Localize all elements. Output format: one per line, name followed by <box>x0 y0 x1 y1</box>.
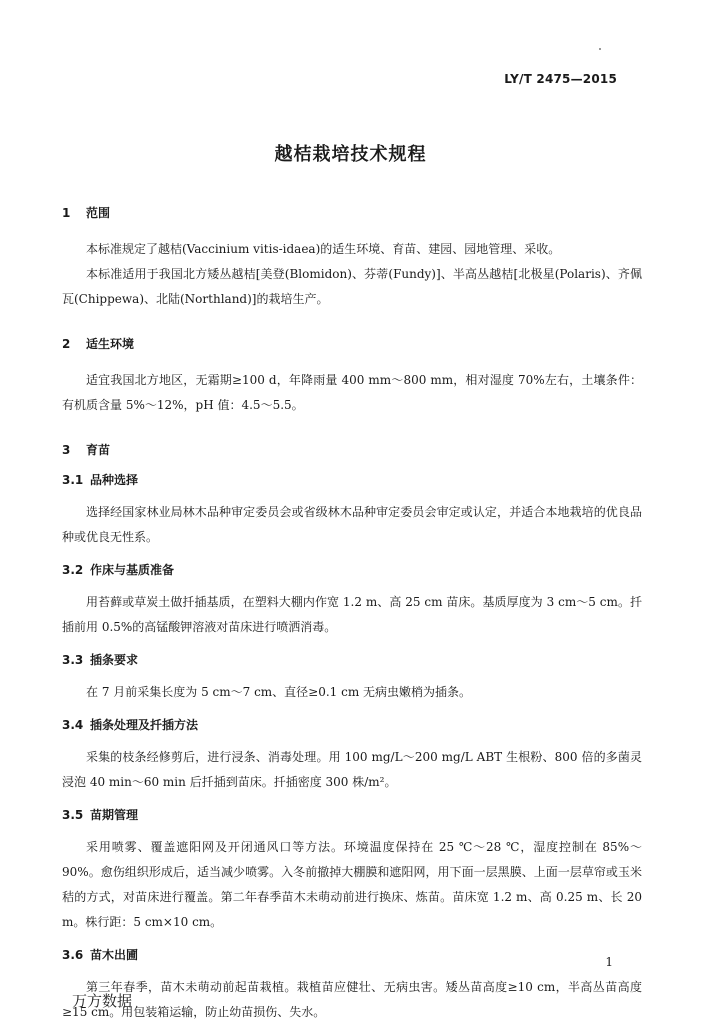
paragraph: 本标准规定了越桔(Vaccinium vitis-idaea)的适生环境、育苗、建园、园地管理、采收。 <box>86 242 561 256</box>
section-number: 2 <box>62 337 71 351</box>
subsection-title: 品种选择 <box>90 473 139 487</box>
subsection-heading <box>62 560 642 580</box>
paragraph: 采集的枝条经修剪后，进行浸条、消毒处理。用 100 mg/L～200 mg/L ABT 生根粉、800 倍的多菌灵浸泡 40 min～60 min 后扦插到苗床。扦插密度 300 株/m²。 <box>62 750 642 789</box>
subsection-number: 3.4 <box>62 718 84 732</box>
subsection-number: 3.1 <box>62 473 84 487</box>
paragraph: 选择经国家林业局林木品种审定委员会或省级林木品种审定委员会审定或认定，并适合本地栽培的优良品种或优良无性系。 <box>62 505 642 544</box>
subsection-number: 3.3 <box>62 653 84 667</box>
section-heading <box>62 334 642 354</box>
section-heading <box>62 440 642 460</box>
section-title: 育苗 <box>86 443 111 457</box>
section-title: 适生环境 <box>86 337 135 351</box>
subsection-heading <box>62 945 642 965</box>
document-body <box>62 203 642 1025</box>
subsection-heading <box>62 650 642 670</box>
subsection-heading <box>62 470 642 490</box>
document-title: 越桔栽培技术规程 <box>274 144 427 165</box>
watermark-brand: 万方数据 <box>72 992 133 1010</box>
paragraph: 用苔藓或草炭土做扦插基质，在塑料大棚内作宽 1.2 m、高 25 cm 苗床。基质厚度为 3 cm～5 cm。扦插前用 0.5%的高锰酸钾溶液对苗床进行喷洒消毒。 <box>62 595 642 634</box>
subsection-heading <box>62 715 642 735</box>
section-number: 1 <box>62 206 71 220</box>
scan-artifact <box>599 48 601 50</box>
subsection-number: 3.5 <box>62 808 84 822</box>
paragraph: 第三年春季，苗木未萌动前起苗栽植。栽植苗应健壮、无病虫害。矮丛苗高度≥10 cm，半高丛苗高度≥15 cm。用包装箱运输，防止幼苗损伤、失水。 <box>62 980 642 1019</box>
subsection-title: 苗木出圃 <box>90 948 139 962</box>
paragraph: 采用喷雾、覆盖遮阳网及开闭通风口等方法。环境温度保持在 25 ℃～28 ℃，湿度控制在 85%～90%。愈伤组织形成后，适当减少喷雾。入冬前撤掉大棚膜和遮阳网，用下面一层黑膜、上面一层草帘或玉米秸的方式，对苗床进行覆盖。第二年春季苗木未萌动前进行换床、炼苗。苗床宽 1.2 m、高 0.25 m、长 20 m。株行距：5 cm×10 cm。 <box>62 840 642 929</box>
subsection-title: 苗期管理 <box>90 808 139 822</box>
section-title: 范围 <box>86 206 111 220</box>
subsection-title: 插条处理及扦插方法 <box>90 718 199 732</box>
subsection-title: 作床与基质准备 <box>90 563 175 577</box>
section-heading <box>62 203 642 223</box>
paragraph: 在 7 月前采集长度为 5 cm～7 cm、直径≥0.1 cm 无病虫嫩梢为插条。 <box>86 685 472 699</box>
paragraph: 本标准适用于我国北方矮丛越桔[美登(Blomidon)、芬蒂(Fundy)]、半高丛越桔[北极星(Polaris)、齐佩瓦(Chippewa)、北陆(Northland)]的栽培生产。 <box>62 267 642 306</box>
page-number: 1 <box>605 955 613 969</box>
paragraph: 适宜我国北方地区，无霜期≥100 d，年降雨量 400 mm～800 mm，相对湿度 70%左右，土壤条件：有机质含量 5%～12%，pH 值：4.5～5.5。 <box>62 373 642 412</box>
subsection-number: 3.2 <box>62 563 84 577</box>
section-number: 3 <box>62 443 71 457</box>
subsection-heading <box>62 805 642 825</box>
subsection-number: 3.6 <box>62 948 84 962</box>
standard-number: LY/T 2475—2015 <box>504 72 617 86</box>
subsection-title: 插条要求 <box>90 653 139 667</box>
